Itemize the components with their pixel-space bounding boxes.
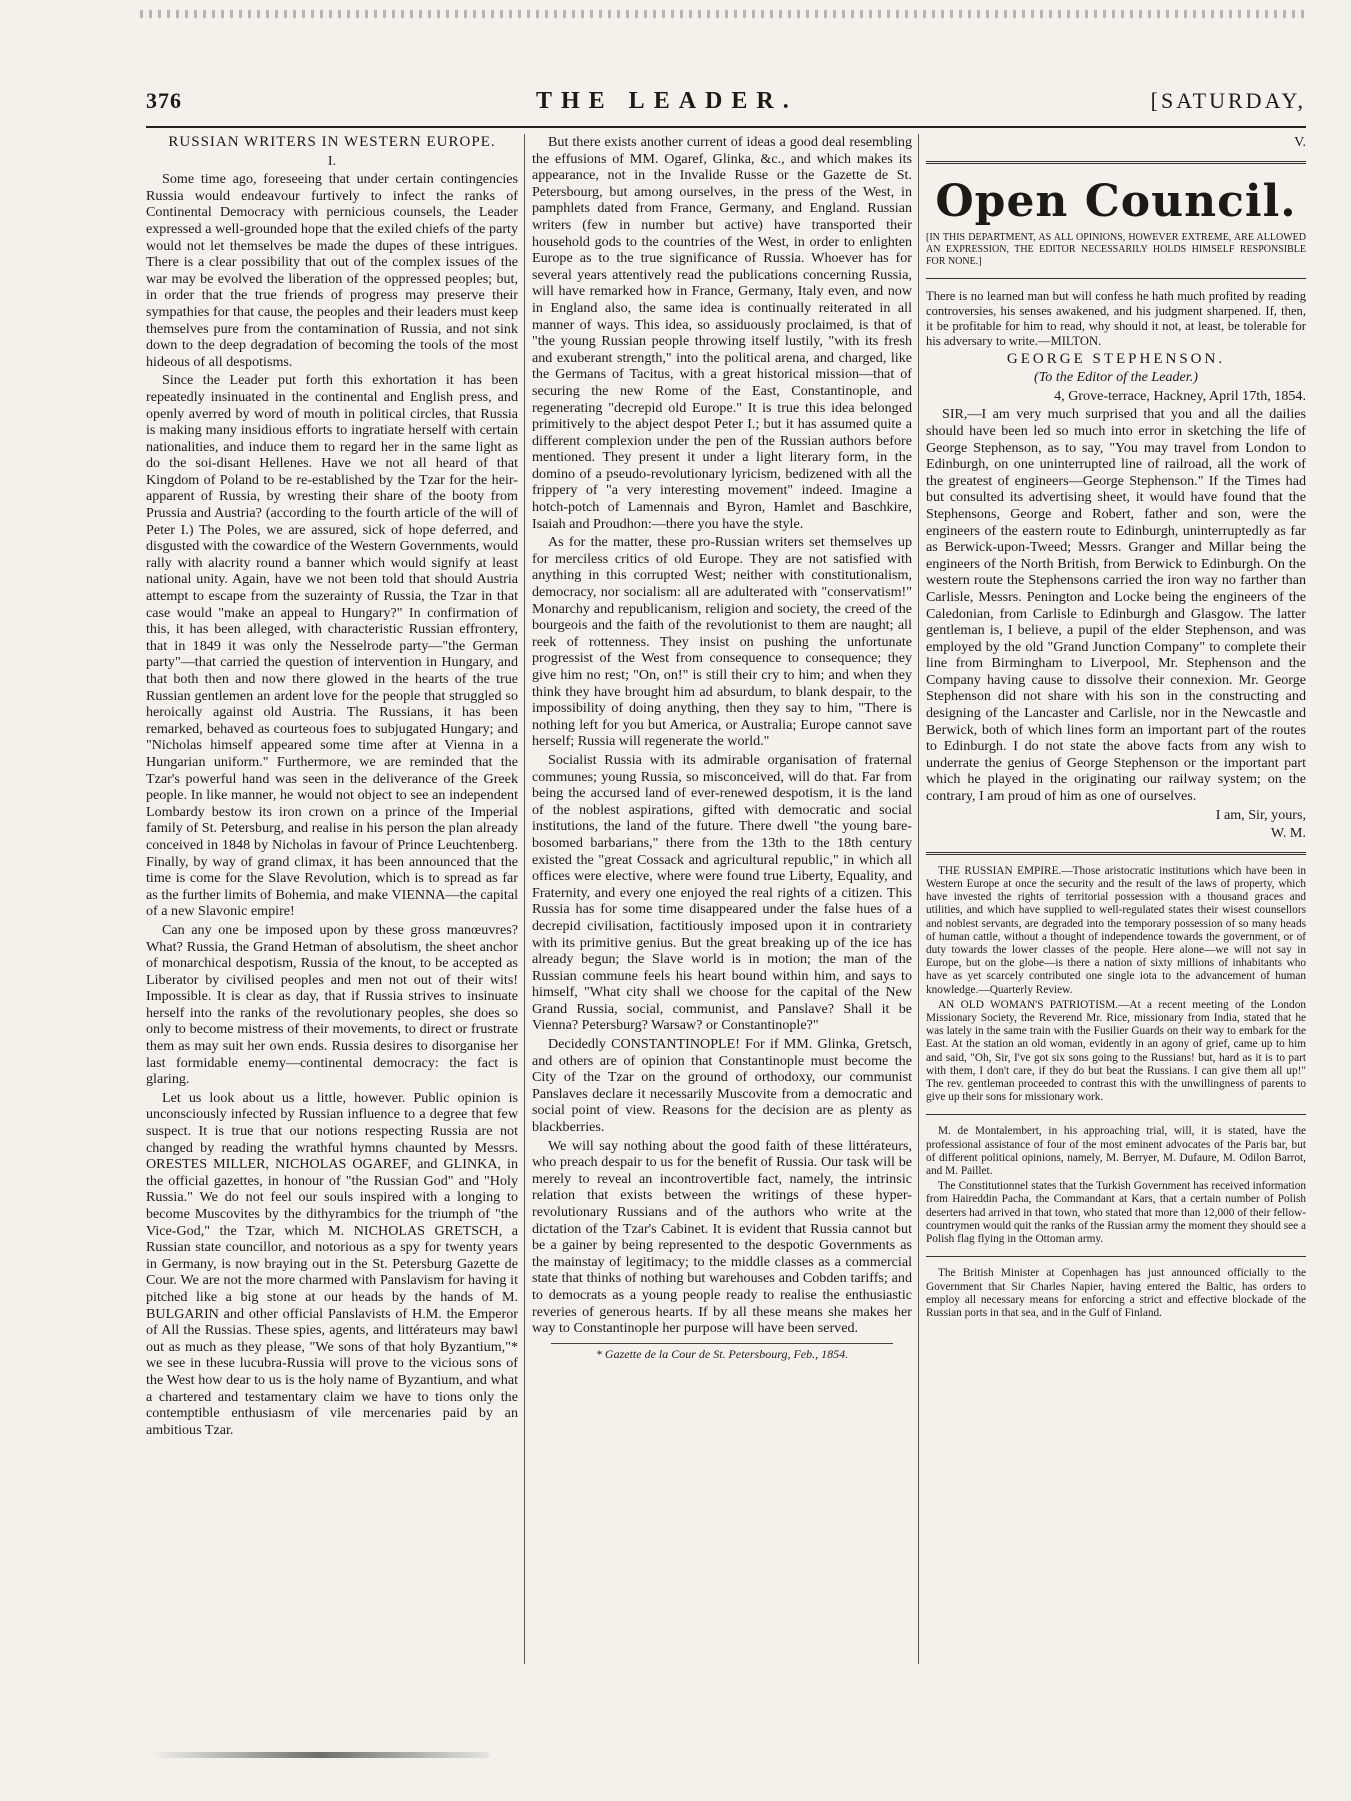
letter-address: 4, Grove-terrace, Hackney, April 17th, 1854. bbox=[1054, 387, 1306, 404]
column-divider bbox=[524, 134, 525, 1664]
open-council-notice: [IN THIS DEPARTMENT, AS ALL OPINIONS, HOWEVER EXTREME, ARE ALLOWED AN EXPRESSION, THE EDITOR NECESSARILY HOLDS HIMSELF RESPONSIBLE FOR NONE.] bbox=[926, 231, 1306, 267]
letter-body: SIR,—I am very much surprised that you and all the dailies should have been led so much into error in sketching the life of George Stephenson, as to say, "You may travel from London to Edinburgh, on one uninterrupted line of railroad, all the work of the greatest of engineers—George Stephenson." If the Times had but consulted its advertising sheet, it would have found that the Stephensons, George and Robert, father and son, were the engineers of the eastern route to Edinburgh, uninterruptedly as far as Berwick-upon-Tweed; Messrs. Granger and Millar being the engineers of the North British, from Berwick to Edinburgh. On the western route the Stephensons carried the iron way no farther than Carlisle, Messrs. Penington and Locke being the engineers of the Caledonian, from Carlisle to Edinburgh and Glasgow. The latter gentleman is, I believe, a pupil of the elder Stephenson, and was employed by the old "Grand Junction Company" to complete their line from Birmingham to Liverpool, Mr. Stephenson and the Company having cause to dissolve their connexion. Mr. George Stephenson did not share with his son in the constructing and designing of the Lancaster and Carlisle, nor in the Newcastle and Berwick, both of which lines form an important part of the routes to Edinburgh. I do not state the above facts from any wish to underrate the genius of George Stephenson or the important part which he played in the originating our railway system; on the contrary, I am proud of him as one of ourselves. bbox=[926, 406, 1306, 805]
column-3 bbox=[926, 134, 1306, 1654]
footnote-rule bbox=[551, 1343, 893, 1344]
article-paragraph: Since the Leader put forth this exhortation it has been repeatedly insinuated in the continental and English press, and openly averred by word of mouth in political circles, that Russia is making many insidious efforts to ingratiate herself with certain nationalities, and induce them to regard her in the same light as do the soi-disant Hellenes. Have we not all heard of that Kingdom of Poland to be re-established by the Tzar for the heir-apparent of Russia, by wresting their share of the booty from Prussia and Austria? (according to the fourth article of the will of Peter I.) The Poles, we are assured, sick of hope deferred, and disgusted with the cowardice of the Western Governments, would rally with alacrity round a banner which would signify at least national unity. Again, have we not been told that should Austria attempt to escape from the suzerainty of Russia, the Tzar in that case would "make an appeal to Hungary?" In confirmation of this, it has been alleged, with characteristic Russian effrontery, that in 1849 it was only the Nesselrode party—"the German party"—that carried the question of intervention in Hungary, and that both then and now there glowed in the hearts of the true Russian gentlemen an ardent love for the people that struggled so heroically against old Austria. The Russians, it has been remarked, behaved as courteous foes to subjugated Hungary; and "Nicholas himself appeared some time after at Vienna in a Hungarian uniform." Furthermore, we are reminded that the Tzar's powerful hand was seen in the deliverance of the Greek people. In like manner, he would not object to see an independent Lombardy bestow its iron crown on a prince of the Imperial family of St. Petersburg, and realise in his person the plan already conceived in 1848 by Nicholas in favour of Prince Leuchtenberg. Finally, by way of grand climax, it has been announced that the time is come for the Slave Revolution, which is to spread as far as the further limits of Bohemia, and make VIENNA—the capital of a new Slavonic empire! bbox=[146, 372, 518, 920]
article-paragraph: But there exists another current of ideas a good deal resembling the effusions of MM. Ogaref, Glinka, &c., and which makes its appearance, not in the Invalide Russe or the Gazette de St. Petersbourg, but among ourselves, in the press of the West, in pamphlets dated from France, Germany, and England. Russian writers (few in number but active) have transported their household gods to the countries of the West, in order to enlighten Europe as to the true significance of Russia. Whoever has for several years attentively read the publications concerning Russia, will have remarked how in France, Germany, Italy even, and now in England also, the same idea is continually reiterated in all manner of ways. This idea, so assiduously proclaimed, is that of "the young Russian people throwing itself lustily, "with its fresh and exuberant strength," into the political arena, and charged, like the Germans of Tacitus, with a great historical mission—that of securing the new Rome of the East, Constantinople, and regenerating "decrepid old Europe." It is true this idea belonged primitively to the abject despot Peter I.; but it has assumed quite a different complexion under the pen of the Russian authors before mentioned. They present it under a light literary form, in the domino of a pseudo-revolutionary lyricism, bedizened with all the frippery of "a very interesting movement" indeed. Imagine a hotch-potch of Lamennais and Byron, Hamlet and Baschkire, Isaiah and Proudhon:—there you have the style. bbox=[532, 134, 912, 532]
issue-day: [SATURDAY, bbox=[1150, 88, 1306, 113]
article-paragraph: Socialist Russia with its admirable organisation of fraternal communes; young Russia, so misconceived, will do that. Far from being the accursed land of ever-renewed despotism, it is the land of the noblest aspirations, gifted with democratic and social institutions, the land of the future. There dwell "the young bare-bosomed barbarians," there from the 13th to the 18th century existed the "great Cossack and agricultural republic," in which all offices were elective, where were found true Liberty, Equality, and Fraternity, and every one enjoyed the real rights of a citizen. This Russia has for some time disappeared under the false hues of a decrepid civilisation, factitiously imposed upon it in contrariety with its primitive genius. But the great breaking up of the ice has already begun; the Slave world is in motion; the man of the Russian commune feels his heart bound within him, and says to himself, "What city shall we choose for the capital of the New Grand Russia, social, communist, and Panslave? Shall it be Vienna? Petersburg? Warsaw? or Constantinople?" bbox=[532, 751, 912, 1034]
news-item: THE RUSSIAN EMPIRE.—Those aristocratic institutions which have been in Western Europe at once the security and the result of the laws of property, which have invested the rights of territorial possession with a thousand graces and utilities, and which have supplied to well-regulated states their wisest counsellors and noblest servants, are degraded into the temporary possession of so many heads of human cattle, without a thought of independence towards the government, or of duty towards the lower classes of the people. Here alone—we will not say in Europe, but on the globe—is there a nation of sixty millions of inhabitants who have as yet scarcely contributed one single iota to the advancement of human knowledge.—Quarterly Review. bbox=[926, 864, 1306, 996]
letter-signature: W. M. bbox=[1270, 825, 1306, 842]
article-paragraph: Can any one be imposed upon by these gross manœuvres? What? Russia, the Grand Hetman of absolutism, the sheet anchor of monarchical despotism, Russia of the knout, to be accepted as Liberator by civilised peoples and men not out of their wits! Impossible. It is clear as day, that if Russia strives to insinuate herself into the ranks of the revolutionary peoples, she does so only to become mistress of their movements, to direct or frustrate them as may suit her own ends. Russia desires to disorganise her last formidable enemy—continental democracy: the fact is glaring. bbox=[146, 921, 518, 1088]
masthead-rule bbox=[146, 126, 1306, 128]
article-paragraph: Some time ago, foreseeing that under certain contingencies Russia would endeavour furtively to infect the ranks of Continental Democracy with pernicious counsels, the Leader expressed a well-grounded hope that the exiled chiefs of the party would not let themselves be made the dupes of these intrigues. There is a clear possibility that out of the complex issues of the war may be evolved the liberation of the oppressed peoples; but, in order that the true friends of progress may preserve their sympathies for that cause, the peoples and their leaders must keep themselves pure from the contamination of Russia, and not sink down to the deep degradation of becoming the tools of the most hideous of all despotisms. bbox=[146, 171, 518, 370]
page-number: 376 bbox=[146, 88, 182, 113]
column-divider bbox=[918, 134, 919, 1664]
article-paragraph: As for the matter, these pro-Russian writers set themselves up for merciless critics of old Europe. They are not satisfied with anything in this corrupted West; neither with constitutionalism, democracy, nor socialism: all are adulterated with "conservatism!" Monarchy and republicanism, religion and society, the creed of the bourgeois and the faith of the revolutionist to them are naught; all reek of rottenness. They insist on pushing the unfortunate progressist of the West from consequence to consequence; they give him no rest; "On, on!" is still their cry to him; and when they think they have brought him ad absurdum, to blank despair, to the impossibility of doing anything, then they say to him, "There is nothing left for you but America, or Australia; Europe cannot save herself; Russia will regenerate the world." bbox=[532, 534, 912, 750]
section-rule bbox=[926, 852, 1306, 855]
news-item: The Constitutionnel states that the Turkish Government has received information from Haireddin Pacha, the Commandant at Kars, that a certain number of Polish deserters had arrived in that town, who stated that more than 12,000 of their fellow-countrymen would quit the ranks of the Russian army the moment they should see a Polish flag flying in the Ottoman army. bbox=[926, 1180, 1306, 1246]
article-title: RUSSIAN WRITERS IN WESTERN EUROPE. bbox=[168, 134, 496, 150]
open-council-epigraph: There is no learned man but will confess he hath much profited by reading controversies, his senses awakened, and his judgment sharpened. If, then, it be profitable for him to read, why should it not, at least, be tolerable for his adversary to write.—MILTON. bbox=[926, 288, 1306, 348]
print-smudge bbox=[150, 1752, 490, 1758]
article-part: I. bbox=[327, 152, 337, 169]
section-rule bbox=[926, 1256, 1306, 1257]
footnote: * Gazette de la Cour de St. Petersbourg, Feb., 1854. bbox=[595, 1346, 849, 1361]
article-paragraph: Decidedly CONSTANTINOPLE! For if MM. Glinka, Gretsch, and others are of opinion that Constantinople must become the City of the Tzar on the ground of orthodoxy, our communist Panslaves declare it necessarily Muscovite from a democratic and social point of view. Reasons for the decision are as plenty as blackberries. bbox=[532, 1036, 912, 1136]
letter-subtitle: (To the Editor of the Leader.) bbox=[1034, 369, 1198, 386]
section-rule bbox=[926, 1114, 1306, 1115]
section-rule bbox=[926, 161, 1306, 164]
masthead bbox=[146, 88, 1306, 128]
paper-title: THE LEADER. bbox=[536, 88, 798, 114]
column-2 bbox=[532, 134, 912, 1654]
article-paragraph: Let us look about us a little, however. Public opinion is unconsciously infected by Russian influence to a degree that few suspect. It is true that our notions respecting Russia are not changed by reading the wrathful hymns chaunted by Messrs. ORESTES MILLER, NICHOLAS OGAREF, and GLINKA, in the official gazettes, in honour of "the Russian God" and "Holy Russia." We do not feel our souls inspired with a longing to become Muscovites by the dithyrambics for the triumph of "the Vice-God," the Tzar, which M. NICHOLAS GRETSCH, a Russian state councillor, and notorious as a spy for twenty years in Germany, is now braying out in the St. Petersburg Gazette de Cour. We are not the more charmed with Panslavism for having it pitched like a big stone at our heads by the hands of M. BULGARIN and other official Panslavists of H.M. the Emperor of All the Russias. These spies, agents, and littérateurs may bawl out as much as they please, "We sons of that holy Byzantium,"* we see in these lucubra-Russia will prove to the vicious sons of the West how dear to us is the holy name of Byzantium, and what a chartered and testamentary claim we have to tions only the contemptible enthusiasm of vile mercenaries paid by an ambitious Tzar. bbox=[146, 1089, 518, 1438]
column-1 bbox=[146, 134, 518, 1652]
article-paragraph: We will say nothing about the good faith of these littérateurs, who preach despair to us for the benefit of Russia. Our task will be merely to reveal an incontrovertible fact, namely, the intrinsic relation that exists between the writings of these hyper-revolutionary Russians and of the authors who write at the dictation of the Tzar's Cabinet. It is evident that Russia cannot but be a gainer by being represented to the despotic Governments as the mainstay of legitimacy; to the middle classes as a commercial state that thinks of nothing but warehouses and Cobden tariffs; and to democrats as a young people ready to realise the enthusiastic reveries of generous hearts. If by all these means she makes her way to Constantinople her purpose will have been served. bbox=[532, 1137, 912, 1337]
print-smudge bbox=[140, 10, 1310, 18]
news-item: M. de Montalembert, in his approaching trial, will, it is stated, have the professional assistance of four of the most eminent advocates of the Paris bar, but of different political opinions, namely, M. Berryer, M. Dufaure, M. Odilon Barrot, and M. Paillet. bbox=[926, 1125, 1306, 1178]
letter-title: GEORGE STEPHENSON. bbox=[1006, 350, 1226, 367]
news-item: AN OLD WOMAN'S PATRIOTISM.—At a recent meeting of the London Missionary Society, the Reverend Mr. Rice, missionary from India, stated that he was lately in the same train with the Fusilier Guards on their way to embark for the East. At the station an old woman, evidently in an agony of grief, came up to him and said, "Oh, Sir, I've got six sons going to the Russians! but, hard as it is to part with them, I don't care, if they do but beat the Russians. I can give them all up!" The rev. gentleman proceeded to contrast this with the unwillingness of parents to give up their sons for missionary work. bbox=[926, 998, 1306, 1104]
section-rule bbox=[926, 278, 1306, 279]
news-items bbox=[926, 865, 1306, 1320]
open-council-heading: Open Council. bbox=[935, 175, 1297, 227]
news-item: The British Minister at Copenhagen has just announced officially to the Government that Sir Charles Napier, having entered the Baltic, has orders to employ all necessary means for enforcing a strict and effective blockade of the Russian ports in that sea, and in the Gulf of Finland. bbox=[926, 1267, 1306, 1319]
article-signoff: V. bbox=[1294, 134, 1306, 150]
letter-closing: I am, Sir, yours, bbox=[1215, 806, 1306, 823]
